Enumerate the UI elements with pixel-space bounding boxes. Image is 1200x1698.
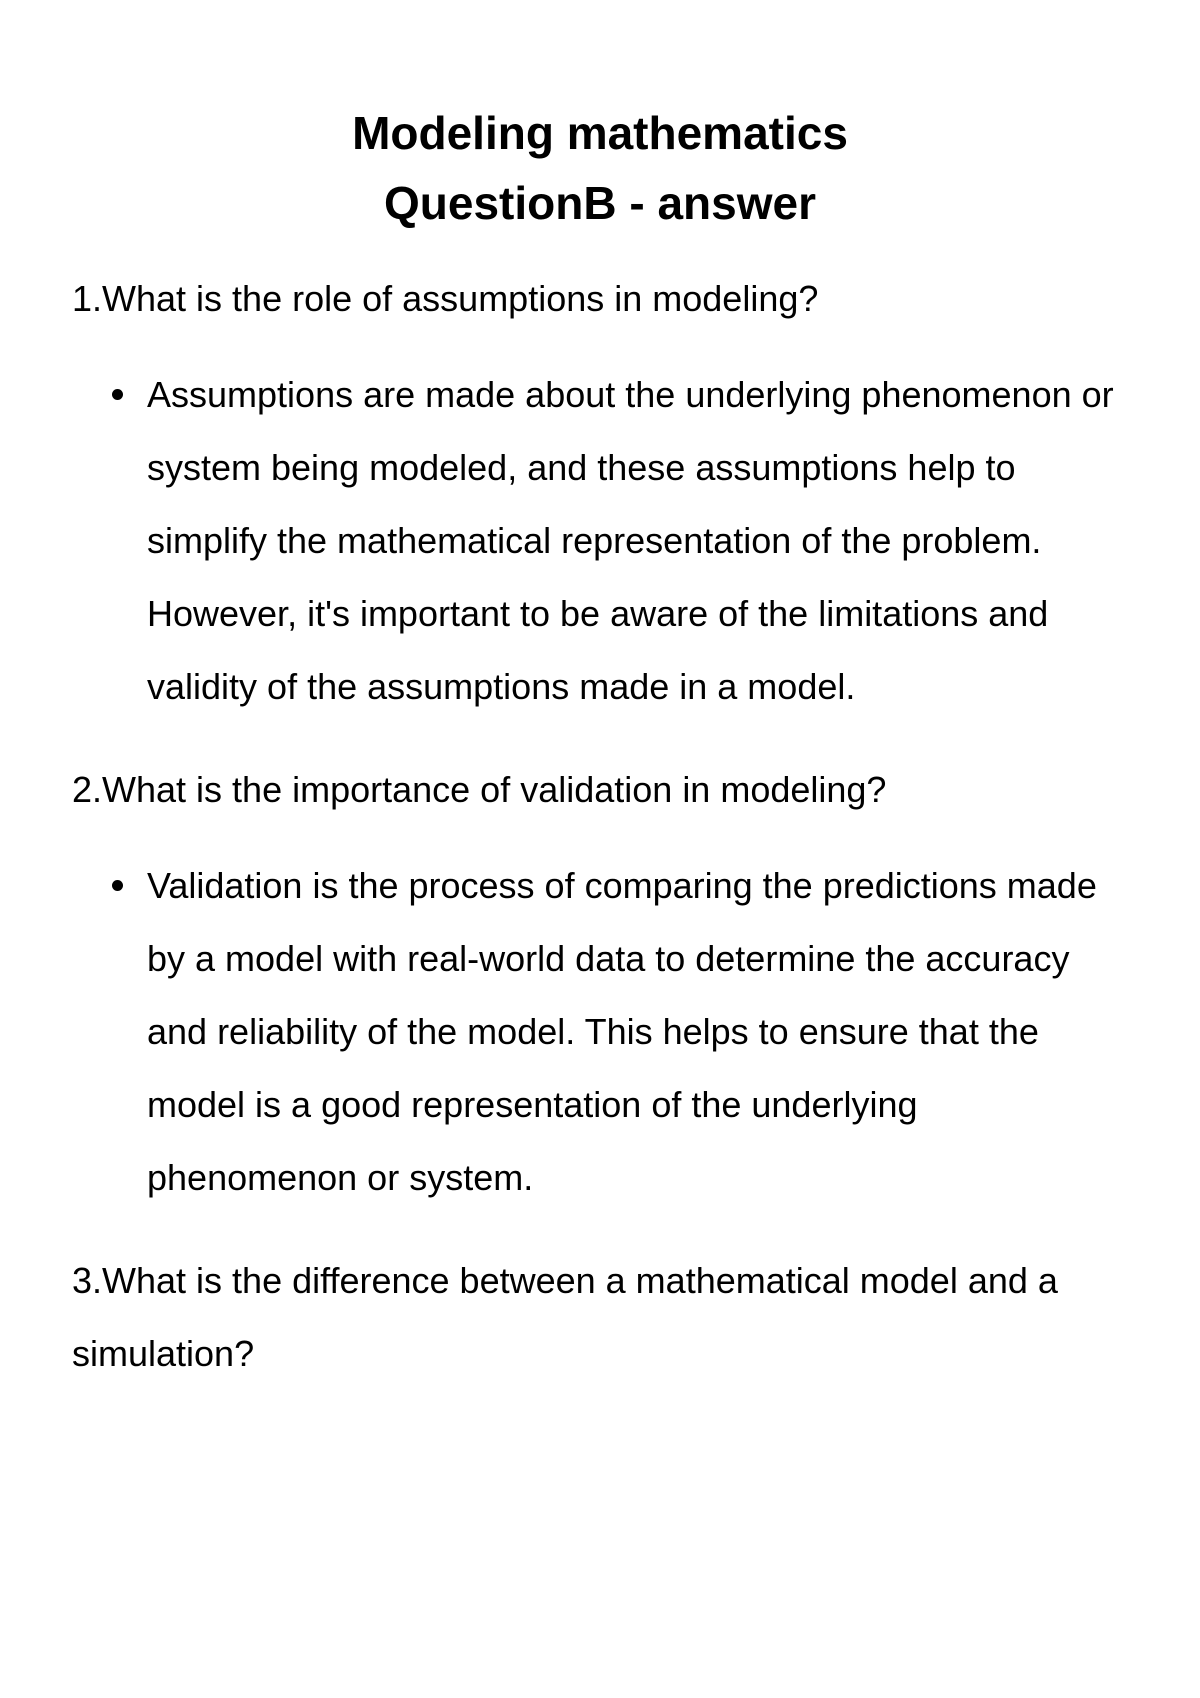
title-block (72, 98, 1128, 238)
answer-1-text: Assumptions are made about the underlying phenomenon or system being modeled, and these assumptions help to simplify the mathematical representation of the problem. However, it's important to be aware of the limitations and validity of the assumptions made in a model. (147, 374, 1114, 707)
answer-2 (72, 849, 1128, 1214)
question-2: 2.What is the importance of validation in modeling? (72, 769, 887, 810)
document-subtitle: QuestionB - answer (384, 177, 816, 229)
bullet-icon (112, 389, 123, 400)
bullet-icon (112, 880, 123, 891)
answer-2-text: Validation is the process of comparing the predictions made by a model with real-world data to determine the accuracy and reliability of the model. This helps to ensure that the model is a good representation of the underlying phenomenon or system. (147, 865, 1097, 1198)
answer-list-1 (72, 358, 1128, 723)
document-title: Modeling mathematics (352, 107, 848, 159)
answer-list-2 (72, 849, 1128, 1214)
question-3: 3.What is the difference between a mathematical model and a simulation? (72, 1260, 1058, 1374)
question-1: 1.What is the role of assumptions in modeling? (72, 278, 819, 319)
answer-1 (72, 358, 1128, 723)
